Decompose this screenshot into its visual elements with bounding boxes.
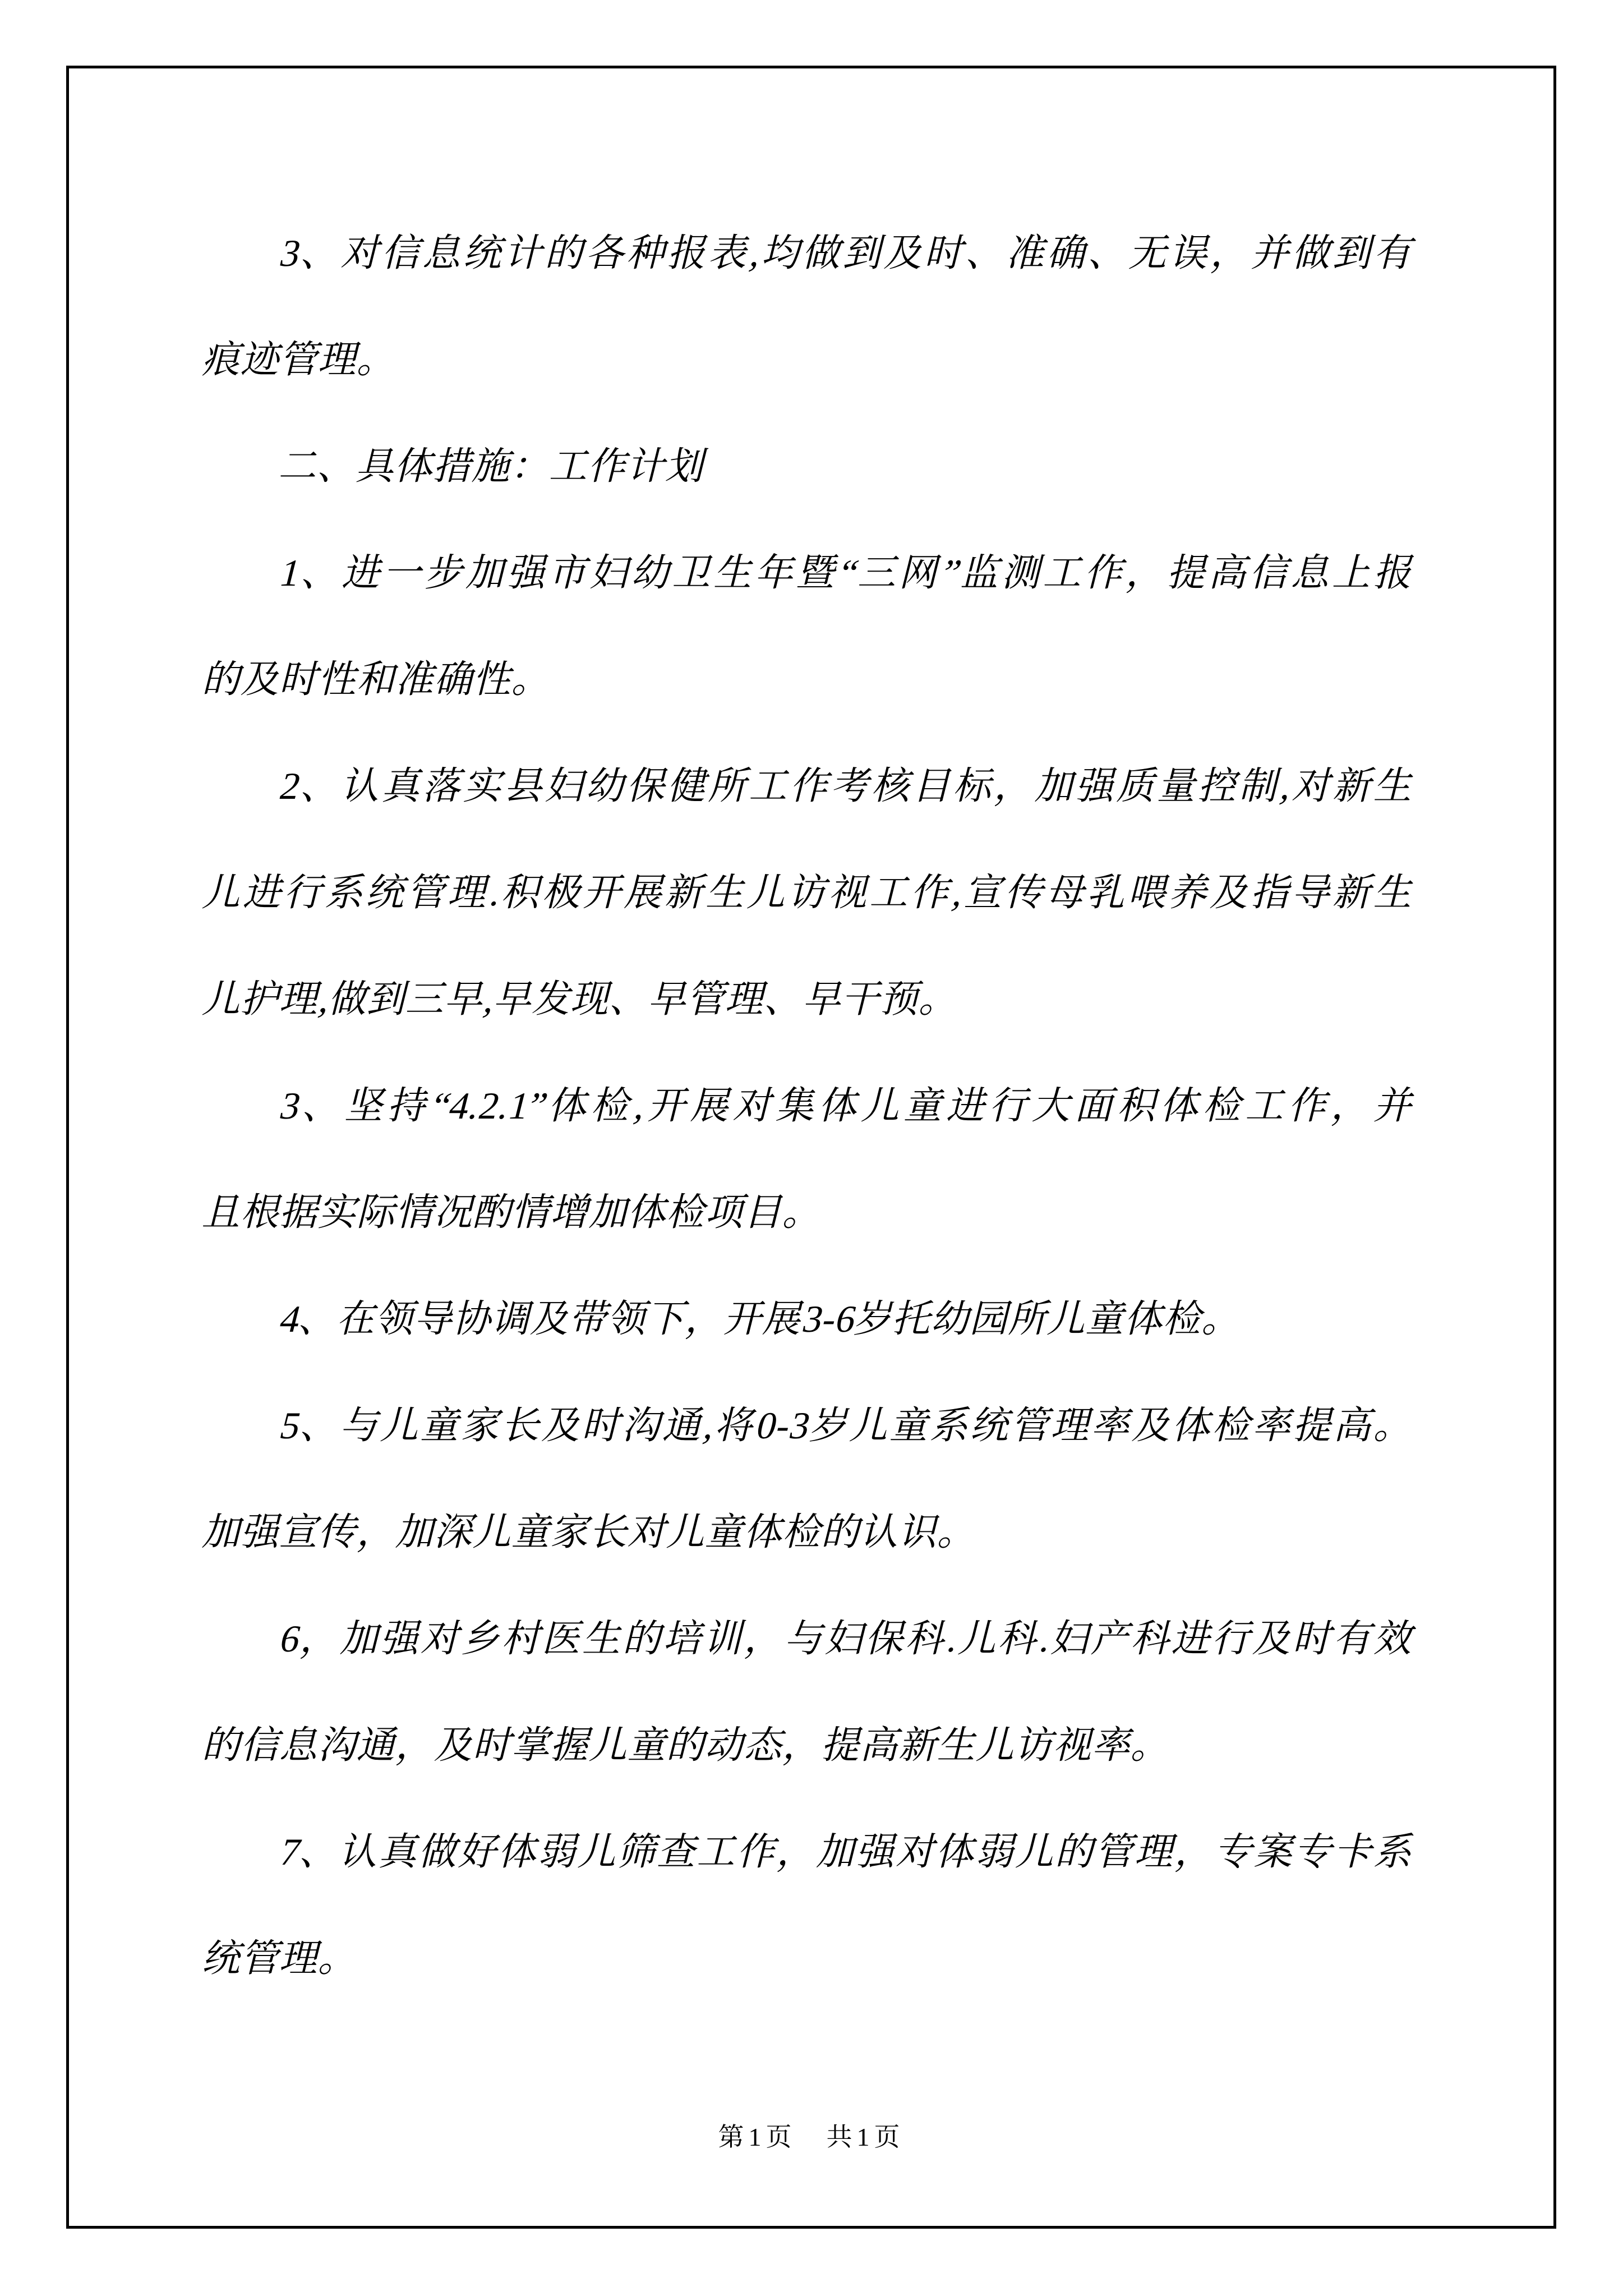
text-line: 的信息沟通，及时掌握儿童的动态，提高新生儿访视率。	[199, 1724, 1178, 1766]
text-line: 6，加强对乡村医生的培训，与妇保科.儿科.妇产科进行及时有效	[275, 1617, 1421, 1660]
text-line: 且根据实际情况酌情增加体检项目。	[199, 1191, 829, 1234]
text-line: 痕迹管理。	[199, 338, 404, 381]
text-line: 的及时性和准确性。	[199, 658, 559, 701]
text-line: 加强宣传，加深儿童家长对儿童体检的认识。	[199, 1511, 984, 1553]
text-line: 5、与儿童家长及时沟通,将0-3岁儿童系统管理率及体检率提高。	[275, 1404, 1421, 1447]
text-line: 儿进行系统管理.积极开展新生儿访视工作,宣传母乳喂养及指导新生	[199, 871, 1421, 914]
text-line: 3、对信息统计的各种报表,均做到及时、准确、无误，并做到有	[275, 232, 1421, 274]
page-number: 第1页 共1页	[718, 2123, 905, 2151]
text-line: 统管理。	[199, 1937, 365, 1980]
text-line: 儿护理,做到三早,早发现、早管理、早干预。	[199, 978, 966, 1020]
text-line: 2、认真落实县妇幼保健所工作考核目标，加强质量控制,对新生	[275, 765, 1421, 807]
text-line: 7、认真做好体弱儿筛查工作，加强对体弱儿的管理，专案专卡系	[275, 1830, 1421, 1873]
page-footer	[66, 2106, 1556, 2168]
text-line: 1、进一步加强市妇幼卫生年暨“三网”监测工作，提高信息上报	[275, 551, 1421, 594]
text-line: 3、坚持“4.2.1”体检,开展对集体儿童进行大面积体检工作，并	[275, 1084, 1421, 1127]
text-line: 4、在领导协调及带领下，开展3-6岁托幼园所儿童体检。	[275, 1297, 1249, 1340]
text-line: 二、具体措施：工作计划	[275, 445, 712, 487]
document-body	[197, 200, 1421, 2012]
